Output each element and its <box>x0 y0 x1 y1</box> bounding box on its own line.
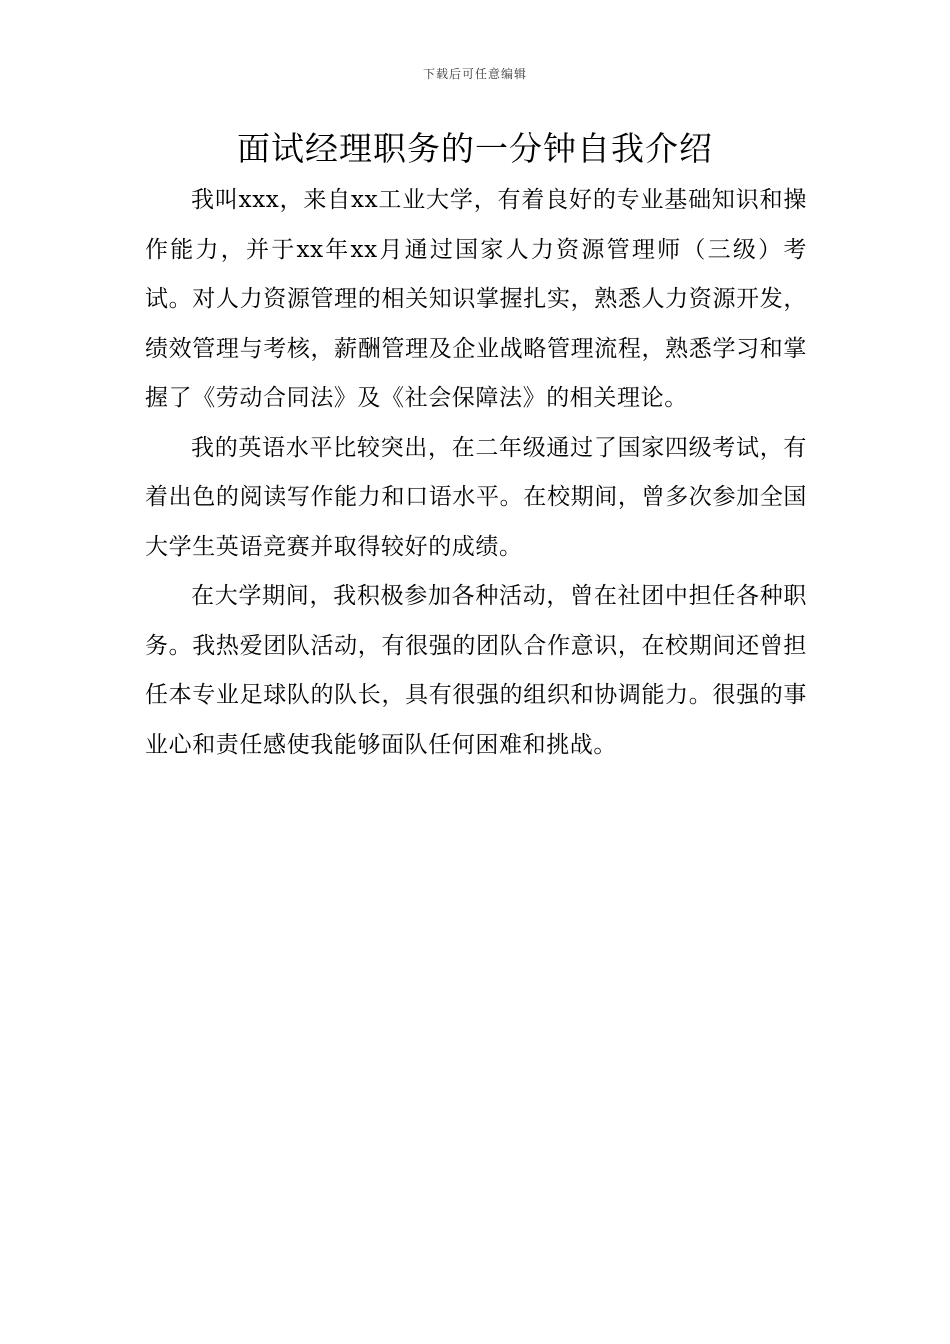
paragraph-introduction: 我叫xxx，来自xx工业大学，有着良好的专业基础知识和操作能力，并于xx年xx月通过国家人力资源管理师（三级）考试。对人力资源管理的相关知识掌握扎实，熟悉人力资源开发，绩效管理与考核，薪酬管理及企业战略管理流程，熟悉学习和掌握了《劳动合同法》及《社会保障法》的相关理论。 <box>145 187 807 411</box>
document-body <box>145 176 807 770</box>
header-note: 下载后可任意编辑 <box>422 67 527 81</box>
document-title: 面试经理职务的一分钟自我介绍 <box>237 129 713 168</box>
paragraph-university-activities: 在大学期间，我积极参加各种活动，曾在社团中担任各种职务。我热爱团队活动，有很强的团队合作意识，在校期间还曾担任本专业足球队的队长，具有很强的组织和协调能力。很强的事业心和责任感使我能够面队任何困难和挑战。 <box>145 583 807 758</box>
paragraph-english-skills: 我的英语水平比较突出，在二年级通过了国家四级考试，有着出色的阅读写作能力和口语水平。在校期间，曾多次参加全国大学生英语竞赛并取得较好的成绩。 <box>145 434 807 560</box>
